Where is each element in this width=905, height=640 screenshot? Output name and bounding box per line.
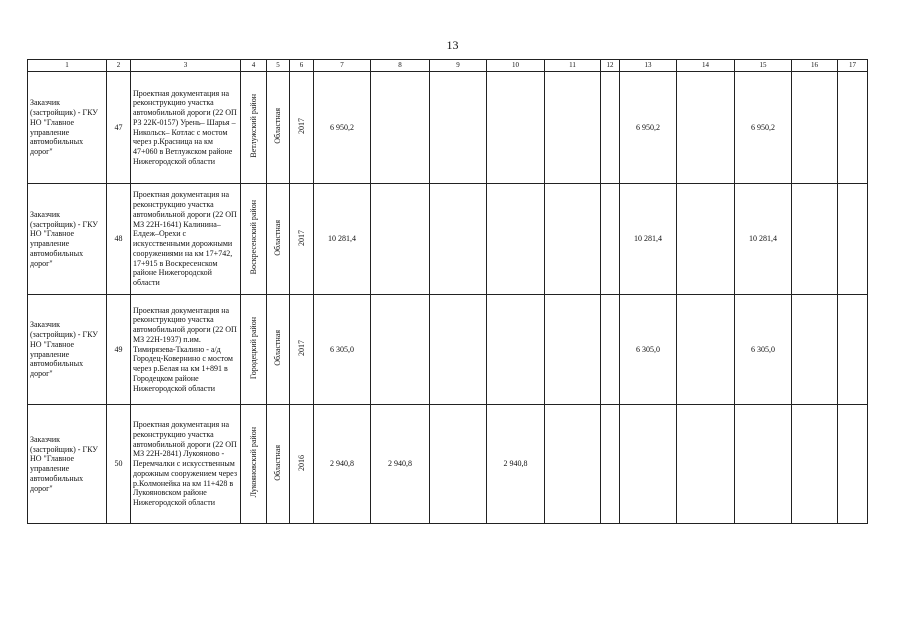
col-header: 7 (314, 60, 371, 72)
value-cell-col-16 (792, 184, 838, 295)
col-header: 12 (601, 60, 620, 72)
table-row (28, 405, 868, 524)
object-description-cell: Проектная документация на реконструкцию участка автомобильной дороги (22 ОП МЗ 22Н-2841) Лукояново - Перемчалки с искусственным дорожным сооружением через р.Колмонейка на км 11+428 в Лукояновском районе Нижегородской области (131, 405, 241, 524)
value-cell-col-10 (487, 72, 545, 184)
value-cell-col-15: 6 305,0 (735, 295, 792, 405)
value-cell-col-8: 2 940,8 (371, 405, 430, 524)
value-cell-col-11 (545, 184, 601, 295)
object-description-cell: Проектная документация на реконструкцию участка автомобильной дороги (22 ОП МЗ 22Н-1641) Калинина–Елдеж–Орехи с искусственными дорожными сооружениями на км 17+742, 17+915 в Воскресенском районе Нижегородской области (131, 184, 241, 295)
ownership-text: Областная (273, 108, 283, 144)
col-header: 2 (107, 60, 131, 72)
value-cell-col-16 (792, 72, 838, 184)
value-cell-col-15 (735, 405, 792, 524)
col-header: 13 (620, 60, 677, 72)
district-cell (241, 184, 267, 295)
district-cell (241, 405, 267, 524)
ownership-text: Областная (273, 219, 283, 256)
value-cell-col-11 (545, 405, 601, 524)
value-cell-col-8 (371, 72, 430, 184)
value-cell-col-8 (371, 184, 430, 295)
value-cell-col-12 (601, 72, 620, 184)
customer-cell: Заказчик (застройщик) - ГКУ НО "Главное управление автомобильных дорог" (28, 405, 107, 524)
value-cell-col-10: 2 940,8 (487, 405, 545, 524)
value-cell-col-16 (792, 295, 838, 405)
value-cell-col-7: 6 950,2 (314, 72, 371, 184)
table-row (28, 295, 868, 405)
customer-cell: Заказчик (застройщик) - ГКУ НО "Главное управление автомобильных дорог" (28, 184, 107, 295)
col-header: 3 (131, 60, 241, 72)
value-cell-col-7: 6 305,0 (314, 295, 371, 405)
header-row (28, 60, 868, 72)
year-cell (290, 184, 314, 295)
object-description-cell: Проектная документация на реконструкцию участка автомобильной дороги (22 ОП МЗ 22Н-1937) п.им. Тимирязева-Ткалино - а/д Городец-Ковернино с мостом через р.Белая на км 1+891 в Городецком районе Нижегородской области (131, 295, 241, 405)
value-cell-col-16 (792, 405, 838, 524)
col-header: 10 (487, 60, 545, 72)
value-cell-col-12 (601, 184, 620, 295)
value-cell-col-11 (545, 72, 601, 184)
page-number: 13 (446, 38, 459, 52)
col-header: 15 (735, 60, 792, 72)
value-cell-col-9 (430, 72, 487, 184)
value-cell-col-10 (487, 184, 545, 295)
value-cell-col-7: 10 281,4 (314, 184, 371, 295)
ownership-text: Областная (273, 444, 283, 481)
ownership-cell (267, 184, 290, 295)
district-cell (241, 72, 267, 184)
district-text: Лукояновский район (248, 427, 258, 498)
col-header: 16 (792, 60, 838, 72)
col-header: 6 (290, 60, 314, 72)
table-row (28, 72, 868, 184)
value-cell-col-15: 10 281,4 (735, 184, 792, 295)
object-description-cell: Проектная документация на реконструкцию участка автомобильной дороги (22 ОП РЗ 22К-0157) Урень– Шарья – Никольск– Котлас с мостом через р.Красница на км 47+060 в Ветлужском районе Нижегородской области (131, 72, 241, 184)
year-text: 2017 (296, 118, 306, 135)
customer-cell: Заказчик (застройщик) - ГКУ НО "Главное управление автомобильных дорог" (28, 72, 107, 184)
value-cell-col-12 (601, 295, 620, 405)
value-cell-col-13: 6 305,0 (620, 295, 677, 405)
value-cell-col-14 (677, 295, 735, 405)
value-cell-col-13: 10 281,4 (620, 184, 677, 295)
col-header: 9 (430, 60, 487, 72)
table-row (28, 184, 868, 295)
value-cell-col-12 (601, 405, 620, 524)
value-cell-col-17 (838, 184, 868, 295)
value-cell-col-8 (371, 295, 430, 405)
ownership-text: Областная (273, 330, 283, 366)
col-header: 5 (267, 60, 290, 72)
year-cell (290, 405, 314, 524)
value-cell-col-13: 6 950,2 (620, 72, 677, 184)
ownership-cell (267, 295, 290, 405)
ownership-cell (267, 72, 290, 184)
capital-works-table (27, 59, 868, 524)
value-cell-col-9 (430, 405, 487, 524)
col-header: 4 (241, 60, 267, 72)
district-text: Ветлужский район (248, 94, 258, 158)
value-cell-col-13 (620, 405, 677, 524)
customer-cell: Заказчик (застройщик) - ГКУ НО "Главное управление автомобильных дорог" (28, 295, 107, 405)
value-cell-col-7: 2 940,8 (314, 405, 371, 524)
value-cell-col-17 (838, 405, 868, 524)
district-cell (241, 295, 267, 405)
value-cell-col-11 (545, 295, 601, 405)
value-cell-col-10 (487, 295, 545, 405)
value-cell-col-14 (677, 405, 735, 524)
col-header: 17 (838, 60, 868, 72)
value-cell-col-9 (430, 295, 487, 405)
value-cell-col-14 (677, 72, 735, 184)
year-cell (290, 295, 314, 405)
col-header: 11 (545, 60, 601, 72)
row-number-cell: 47 (107, 72, 131, 184)
row-number-cell: 48 (107, 184, 131, 295)
year-cell (290, 72, 314, 184)
value-cell-col-17 (838, 295, 868, 405)
value-cell-col-15: 6 950,2 (735, 72, 792, 184)
row-number-cell: 50 (107, 405, 131, 524)
value-cell-col-17 (838, 72, 868, 184)
col-header: 1 (28, 60, 107, 72)
ownership-cell (267, 405, 290, 524)
value-cell-col-14 (677, 184, 735, 295)
district-text: Городецкий район (248, 317, 258, 380)
year-text: 2017 (296, 229, 306, 246)
year-text: 2017 (296, 340, 306, 357)
col-header: 14 (677, 60, 735, 72)
year-text: 2016 (296, 454, 306, 471)
row-number-cell: 49 (107, 295, 131, 405)
value-cell-col-9 (430, 184, 487, 295)
col-header: 8 (371, 60, 430, 72)
district-text: Воскресенский район (248, 200, 258, 275)
